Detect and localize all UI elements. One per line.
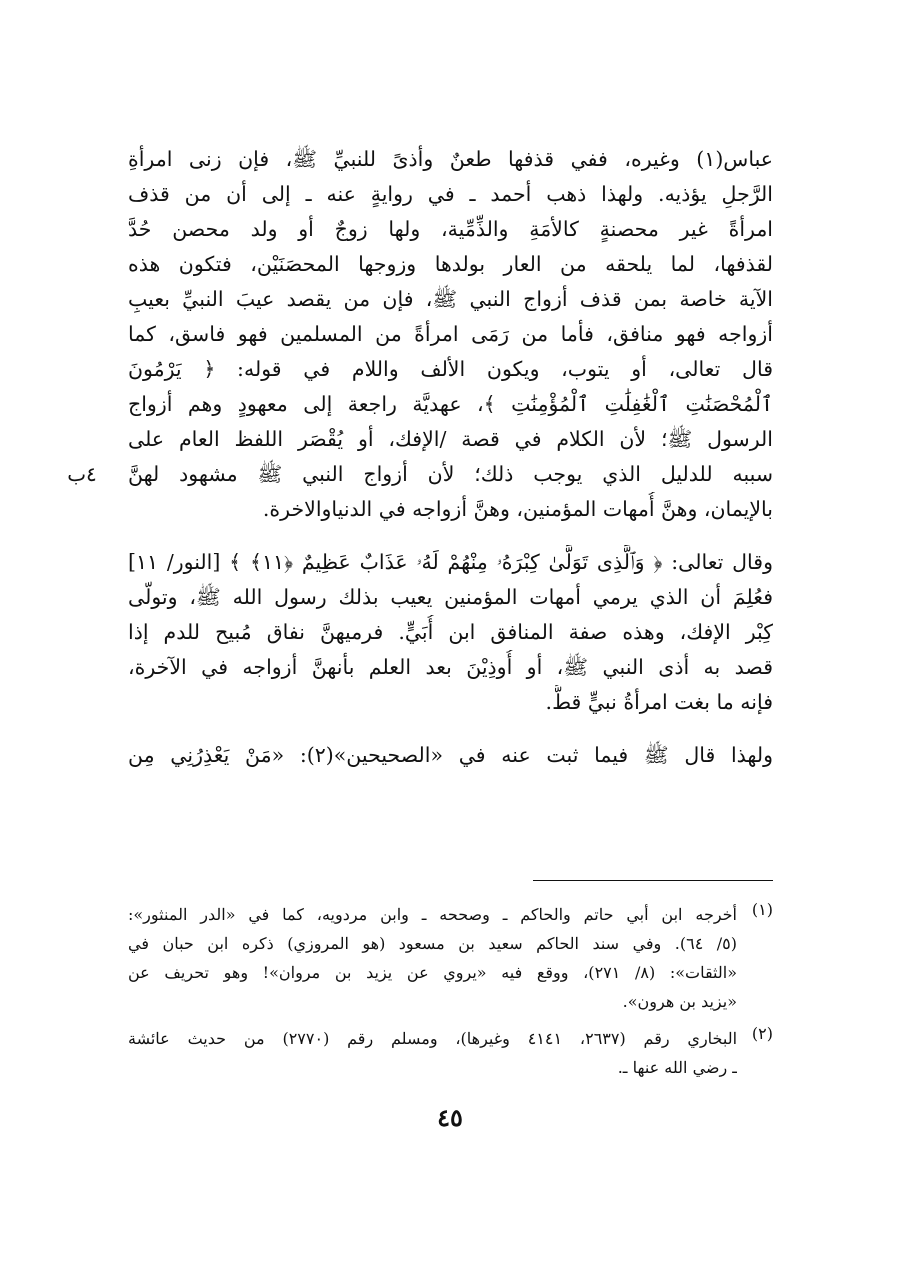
paragraph-gap bbox=[128, 527, 773, 545]
text-line: الرسول ﷺ؛ لأن الكلام في قصة /الإفك، أو يُقْصَر اللفظ العام على bbox=[128, 427, 773, 451]
footnote-line: «يزيد بن هرون». bbox=[622, 992, 737, 1011]
text-line: فإنه ما بغت امرأةُ نبيٍّ قطُّ. bbox=[545, 690, 773, 714]
paragraph-3 bbox=[128, 738, 773, 773]
paragraph-1 bbox=[128, 142, 773, 527]
footnotes bbox=[128, 900, 773, 1090]
footnote-line: ـ رضي الله عنها ـ. bbox=[617, 1058, 737, 1077]
footnote-separator bbox=[533, 880, 773, 881]
text-line: كِبْر الإفك، وهذه صفة المنافق ابن أُبَيٍّ. فرميهنَّ نفاق مُبيح للدم إذا bbox=[128, 620, 773, 644]
text-line: عباس(١) وغيره، ففي قذفها طعنٌ وأذىً للنبيِّ ﷺ، فإن زنى امرأةِ bbox=[128, 147, 773, 171]
main-text bbox=[128, 142, 773, 773]
footnote-1 bbox=[128, 900, 773, 1016]
footnote-number: (١) bbox=[751, 900, 773, 919]
footnote-line: البخاري رقم (٢٦٣٧، ٤١٤١ وغيرها)، ومسلم رقم (٢٧٧٠) من حديث عائشة bbox=[128, 1029, 737, 1048]
margin-folio-note: ٤ب bbox=[67, 462, 97, 486]
page-number: ٤٥ bbox=[437, 1103, 463, 1132]
text-line: الآية خاصة بمن قذف أزواج النبي ﷺ، فإن من يقصد عيبَ النبيِّ بعيبِ bbox=[128, 287, 773, 311]
text-line: بالإيمان، وهنَّ أُمهات المؤمنين، وهنَّ أزواجه في الدنياوالاخرة. bbox=[262, 497, 773, 521]
text-line: امرأةً غير محصنةٍ كالأمَةِ والذِّمِّية، ولها زوجٌ أو ولد محصن حُدَّ bbox=[128, 217, 773, 241]
text-line: ولهذا قال ﷺ فيما ثبت عنه في «الصحيحين»(٢): «مَنْ يَعْذِرُنِي مِن bbox=[128, 743, 773, 767]
text-line: أزواجه فهو منافق، فأما من رَمَى امرأةً من المسلمين فهو فاسق، كما bbox=[128, 322, 773, 346]
footnote-line: أخرجه ابن أبي حاتم والحاكم ـ وصححه ـ وابن مردويه، كما في «الدر المنثور»: bbox=[128, 905, 737, 924]
footnote-line: «الثقات»: (٨/ ٢٧١)، ووقع فيه «يروي عن يزيد بن مروان»! وهو تحريف عن bbox=[128, 963, 737, 982]
text-line: فعُلِمَ أن الذي يرمي أمهات المؤمنين يعيب بذلك رسول الله ﷺ، وتولّى bbox=[128, 585, 773, 609]
text-line: الرَّجلِ يؤذيه. ولهذا ذهب أحمد ـ في روايةٍ عنه ـ إلى أن من قذف bbox=[128, 182, 773, 206]
footnote-2 bbox=[128, 1024, 773, 1082]
text-line: لقذفها، لما يلحقه من العار بولدها وزوجها المحصَنَيْن، فتكون هذه bbox=[128, 252, 773, 276]
footnote-line: (٥/ ٦٤). وفي سند الحاكم سعيد بن مسعود (هو المروزي) ذكره ابن حبان في bbox=[128, 934, 737, 953]
text-line: وقال تعالى: ﴿ وَٱلَّذِى تَوَلَّىٰ كِبْرَهُۥ مِنْهُمْ لَهُۥ عَذَابٌ عَظِيمٌ ﴿١١﴾ ﴾ [النور/ ١١] bbox=[128, 550, 773, 574]
paragraph-gap bbox=[128, 720, 773, 738]
text-line: سببه للدليل الذي يوجب ذلك؛ لأن أزواج النبي ﷺ مشهود لهنَّ bbox=[128, 462, 773, 486]
footnote-number: (٢) bbox=[751, 1024, 773, 1043]
paragraph-2 bbox=[128, 545, 773, 720]
text-line: ٱلْمُحْصَنَٰتِ ٱلْغَٰفِلَٰتِ ٱلْمُؤْمِنَٰتِ ﴾، عهديَّة راجعة إلى معهودٍ وهم أزواج bbox=[128, 392, 773, 416]
text-line: قصد به أذى النبي ﷺ، أو أُوذِيْنَ بعد العلم بأنهنَّ أزواجه في الآخرة، bbox=[128, 655, 773, 679]
text-line: قال تعالى، أو يتوب، ويكون الألف واللام في قوله: ﴿ يَرْمُونَ bbox=[128, 357, 773, 381]
